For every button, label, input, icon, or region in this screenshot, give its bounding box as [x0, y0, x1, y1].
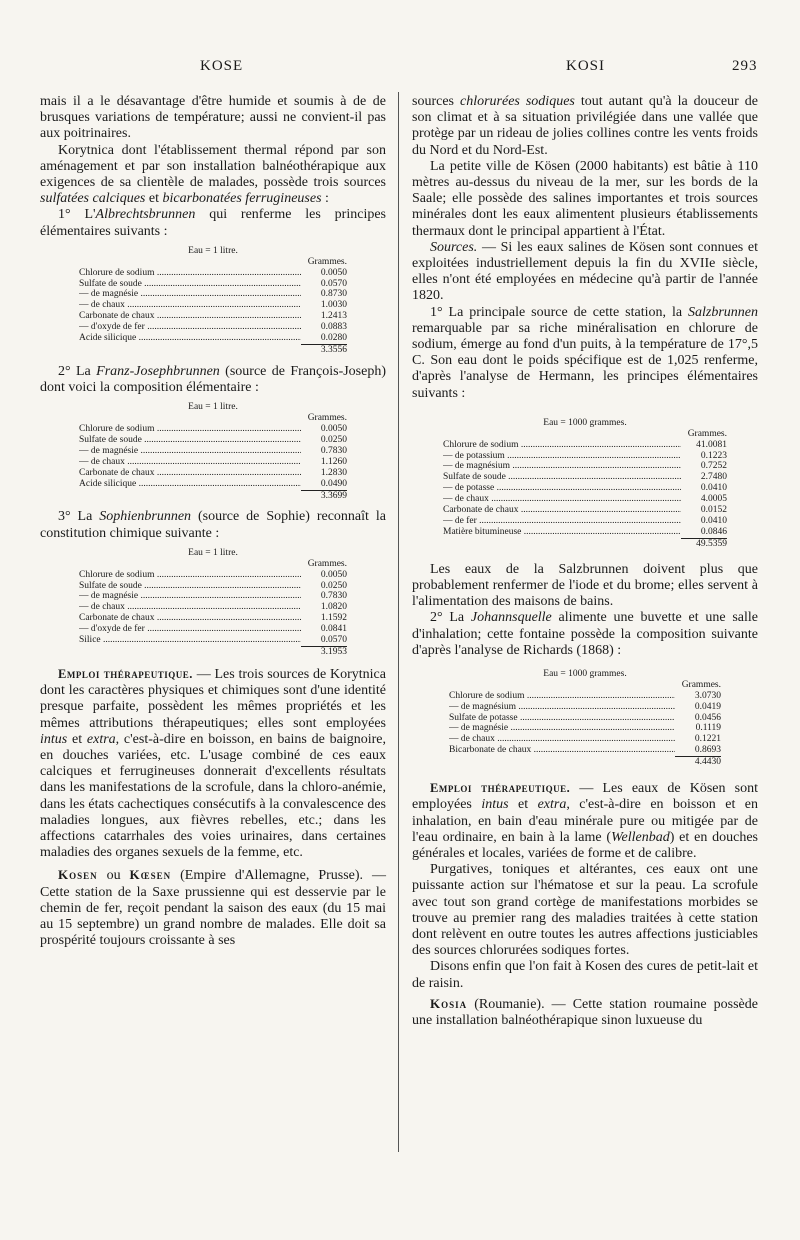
left-column: [40, 94, 386, 949]
substance-name: — de magnésie .....: [79, 591, 301, 602]
table-row: [79, 479, 347, 490]
paragraph: Kosia (Roumanie). — Cette station roumaine possède une installation balnéothérapique sinon luxueuse du: [412, 995, 758, 1028]
table-row: [79, 322, 347, 333]
paragraph: Emploi thérapeutique. — Les eaux de Kösen sont employées intus et extra, c'est-à-dire en boisson et en inhalation, en bain d'eau minérale pure ou mitigée par de l'eau ordinaire, en bain à la lame (Wellenbad) et en douches générales et locales, variées de forme et de calibre.: [412, 781, 759, 861]
table-row: [79, 635, 347, 646]
substance-value: 0.0410: [681, 483, 727, 494]
table-row: [79, 468, 347, 479]
table-row: [79, 333, 347, 344]
paragraph: 1° La principale source de cette station, la Salzbrunnen remarquable par sa riche minéralisation en chlorure de sodium, émerge au fond d'un puits, à la température de 17°,5 C. Son eau dont le poids spécifique est de 1,025 renferme, d'après l'analyse de Hermann, les principes élémentaires suivants :: [412, 304, 758, 401]
table-row: [79, 300, 347, 311]
substance-name: Carbonate de chaux .....: [79, 468, 301, 479]
table-row: [443, 505, 727, 516]
table-caption: Eau = 1000 grammes.: [543, 668, 627, 679]
substance-name: Chlorure de sodium .....: [79, 570, 301, 581]
table-total: 4.4430: [675, 756, 721, 768]
column-divider: [398, 92, 399, 1152]
substance-name: — de fer .....: [443, 516, 681, 527]
substance-name: Carbonate de chaux .....: [79, 613, 301, 624]
substance-value: 0.0410: [681, 516, 727, 527]
composition-table: [449, 669, 721, 768]
substance-name: Sulfate de soude .....: [79, 581, 301, 592]
substance-value: 1.1260: [301, 457, 347, 468]
table-total: 3.3556: [301, 344, 347, 356]
table-row: [79, 624, 347, 635]
substance-name: Chlorure de sodium .....: [443, 440, 681, 451]
table-total: 49.5359: [681, 538, 727, 550]
substance-name: Sulfate de soude .....: [79, 279, 301, 290]
paragraph: Purgatives, toniques et altérantes, ces eaux ont une puissante action sur l'hématose et sur la peau. La scrofule avec tout son grand cortège de manifestations morbides se trouve au premier rang des maladies traitées à cette station dont relèvent en outre toutes les autres affections justiciables des sources chlorurées sodiques fortes.: [412, 862, 758, 959]
substance-name: Chlorure de sodium .....: [449, 691, 675, 702]
table-unit: Grammes.: [307, 413, 347, 424]
page-number: 293: [732, 58, 758, 74]
substance-value: 0.7830: [301, 591, 347, 602]
substance-name: Carbonate de chaux .....: [79, 311, 301, 322]
substance-value: 1.0820: [301, 602, 347, 613]
substance-value: 0.0419: [675, 702, 721, 713]
substance-value: 0.0280: [301, 333, 347, 344]
substance-name: Acide silicique .....: [79, 479, 301, 490]
substance-name: Bicarbonate de chaux .....: [449, 745, 675, 756]
paragraph: 1° L'Albrechtsbrunnen qui renferme les principes élémentaires suivants :: [40, 207, 386, 239]
paragraph: 2° La Johannsquelle alimente une buvette et une salle d'inhalation; cette fontaine possède la composition suivante d'après l'analyse de Richards (1868) :: [412, 610, 758, 658]
substance-value: 41.0081: [681, 440, 727, 451]
substance-name: — de potassium .....: [443, 451, 681, 462]
table-row: [79, 446, 347, 457]
substance-value: 2.7480: [681, 472, 727, 483]
substance-name: — de potasse .....: [443, 483, 681, 494]
substance-value: 0.1223: [681, 451, 727, 462]
table-row: [443, 461, 727, 472]
substance-name: — de chaux .....: [79, 457, 301, 468]
paragraph: Disons enfin que l'on fait à Kosen des cures de petit-lait et de raisin.: [412, 959, 758, 991]
substance-name: Carbonate de chaux .....: [443, 505, 681, 516]
table-row: [443, 527, 727, 538]
table-row: [449, 723, 721, 734]
table-row: [79, 591, 347, 602]
substance-name: — de magnésium .....: [443, 461, 681, 472]
running-head-left: KOSE: [200, 58, 244, 74]
substance-name: — d'oxyde de fer .....: [79, 322, 301, 333]
table-row: [79, 581, 347, 592]
table-row: [79, 424, 347, 435]
substance-value: 0.0456: [675, 713, 721, 724]
substance-value: 1.2830: [301, 468, 347, 479]
table-row: [449, 734, 721, 745]
substance-value: 0.8730: [301, 289, 347, 300]
table-total-row: [449, 756, 721, 768]
table-row: [79, 279, 347, 290]
substance-value: 0.1221: [675, 734, 721, 745]
table-row: [443, 483, 727, 494]
right-column: [412, 94, 758, 1029]
table-row: [443, 516, 727, 527]
table-row: [449, 745, 721, 756]
paragraph: 3° La Sophienbrunnen (source de Sophie) reconnaît la constitution chimique suivante :: [40, 509, 386, 541]
substance-value: 1.2413: [301, 311, 347, 322]
substance-value: 0.0841: [301, 624, 347, 635]
substance-name: Sulfate de potasse .....: [449, 713, 675, 724]
substance-name: Sulfate de soude .....: [79, 435, 301, 446]
substance-value: 0.1119: [675, 723, 721, 734]
table-row: [449, 691, 721, 702]
substance-value: 0.8693: [675, 745, 721, 756]
substance-value: 0.7252: [681, 461, 727, 472]
table-row: [79, 613, 347, 624]
substance-value: 0.0152: [681, 505, 727, 516]
substance-value: 0.0050: [301, 424, 347, 435]
substance-name: — de magnésium .....: [449, 702, 675, 713]
table-row: [449, 713, 721, 724]
substance-value: 0.0883: [301, 322, 347, 333]
substance-name: Matière bitumineuse .....: [443, 527, 681, 538]
substance-name: Chlorure de sodium .....: [79, 424, 301, 435]
substance-name: — d'oxyde de fer .....: [79, 624, 301, 635]
table-row: [79, 268, 347, 279]
composition-table: [79, 548, 347, 658]
table-total: 3.3699: [301, 490, 347, 502]
substance-name: — de chaux .....: [79, 300, 301, 311]
paragraph: mais il a le désavantage d'être humide et soumis à de de brusques variations de température; aussi ne convient-il pas aux poitrinaires.: [40, 94, 386, 142]
substance-value: 0.0570: [301, 279, 347, 290]
composition-table: [443, 418, 727, 550]
table-total: 3.1953: [301, 646, 347, 658]
table-row: [79, 457, 347, 468]
paragraph: Korytnica dont l'établissement thermal répond par son aménagement et par son installation balnéothérapique aux exigences de sa clientèle de malades, possède trois sources sulfatées calciques et bicarbonatées ferrugineuses :: [40, 142, 386, 207]
table-row: [449, 702, 721, 713]
substance-value: 0.0250: [301, 435, 347, 446]
paragraph: Sources. — Si les eaux salines de Kösen sont connues et exploitées industriellement depuis la fin du XVIIe siècle, elles n'ont été employées en médecine qu'à partir de l'année 1820.: [412, 239, 758, 304]
table-unit: Grammes.: [307, 256, 347, 267]
paragraph: sources chlorurées sodiques tout autant qu'à la douceur de son climat et à sa situation privilégiée dans une vallée que protège par un rideau de jolies collines contre les vents froids du Nord et du Nord-Est.: [412, 94, 758, 158]
substance-value: 0.0846: [681, 527, 727, 538]
paragraph: Emploi thérapeutique. — Les trois sources de Korytnica dont les caractères physiques et chimiques sont d'une identité presque parfaite, possèdent les mêmes propriétés et les mêmes attributions thérapeutiques; elles sont employées intus et extra, c'est-à-dire en boisson, en bains de baignoire, en douches variées, etc. L'usage combiné de ces eaux calciques et ferrugineuses donnerait d'excellents résultats dans les manifestations de la scrofule, dans la chloro-anémie, dans les états cachectiques consécutifs à la convalescence des maladies longues, aux fièvres rebelles, etc.; dans les affections catarrhales des voies urinaires, dans certaines maladies des organes sexuels de la femme, etc.: [40, 666, 386, 861]
substance-name: Sulfate de soude .....: [443, 472, 681, 483]
substance-name: — de magnésie .....: [79, 289, 301, 300]
table-row: [443, 494, 727, 505]
substance-value: 0.0490: [301, 479, 347, 490]
table-row: [79, 602, 347, 613]
table-row: [79, 311, 347, 322]
composition-table: [79, 246, 347, 356]
substance-value: 3.0730: [675, 691, 721, 702]
substance-value: 1.0030: [301, 300, 347, 311]
table-caption: Eau = 1 litre.: [188, 547, 238, 558]
substance-name: — de magnésie .....: [79, 446, 301, 457]
table-caption: Eau = 1 litre.: [188, 245, 238, 256]
paragraph: Kosen ou Kœsen (Empire d'Allemagne, Prusse). — Cette station de la Saxe prussienne qui est desservie par le chemin de fer, reçoit pendant la saison des eaux (du 15 mai au 15 septembre) un grand nombre de malades. Elle doit sa prospérité toujours croissante à ses: [40, 867, 386, 949]
substance-name: Acide silicique .....: [79, 333, 301, 344]
table-row: [79, 289, 347, 300]
substance-name: — de chaux .....: [79, 602, 301, 613]
substance-name: — de magnésie .....: [449, 723, 675, 734]
substance-value: 0.0250: [301, 581, 347, 592]
table-row: [443, 472, 727, 483]
substance-name: Silice .....: [79, 635, 301, 646]
table-total-row: [79, 344, 347, 356]
running-head-right: KOSI: [566, 58, 606, 74]
substance-value: 0.7830: [301, 446, 347, 457]
paragraph: La petite ville de Kösen (2000 habitants) est bâtie à 110 mètres au-dessus du niveau de la mer, sur les bords de la Saale; elle possède des salines importantes et trois sources minérales dont les eaux alimentent plusieurs établissements thermaux dont le principal appartient à l'État.: [412, 158, 758, 239]
table-row: [79, 435, 347, 446]
paragraph: Les eaux de la Salzbrunnen doivent plus que probablement renfermer de l'iode et du brome; elles servent à l'alimentation des maisons de bains.: [412, 561, 758, 610]
substance-name: — de chaux .....: [449, 734, 675, 745]
substance-value: 4.0005: [681, 494, 727, 505]
table-row: [79, 570, 347, 581]
substance-name: Chlorure de sodium .....: [79, 268, 301, 279]
table-caption: Eau = 1000 grammes.: [543, 417, 627, 428]
substance-value: 0.0050: [301, 570, 347, 581]
composition-table: [79, 402, 347, 501]
table-row: [443, 440, 727, 451]
substance-value: 0.0050: [301, 268, 347, 279]
table-total-row: [443, 538, 727, 550]
substance-value: 1.1592: [301, 613, 347, 624]
table-total-row: [79, 646, 347, 658]
table-caption: Eau = 1 litre.: [188, 402, 238, 413]
table-total-row: [79, 490, 347, 502]
table-unit: Grammes.: [307, 558, 347, 569]
table-row: [443, 451, 727, 462]
table-unit: Grammes.: [681, 679, 721, 690]
table-unit: Grammes.: [687, 428, 727, 439]
substance-value: 0.0570: [301, 635, 347, 646]
substance-name: — de chaux .....: [443, 494, 681, 505]
paragraph: 2° La Franz-Josephbrunnen (source de François-Joseph) dont voici la composition élémentaire :: [40, 363, 387, 396]
